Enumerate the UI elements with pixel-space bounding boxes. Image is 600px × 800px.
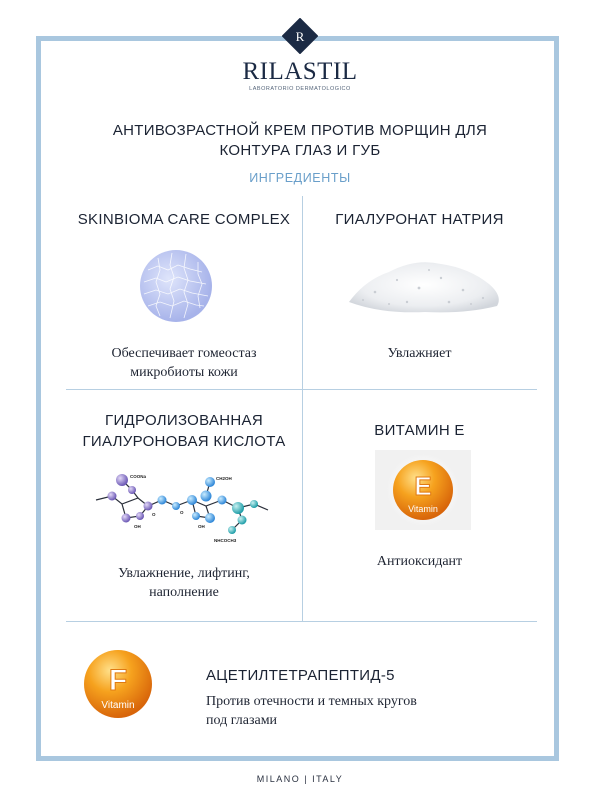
molecule-label-oh-1: OH xyxy=(134,524,141,529)
svg-text:R: R xyxy=(295,29,305,44)
vitamin-f-icon xyxy=(82,648,154,720)
ingredient-desc-acetyl-tetrapeptide xyxy=(206,692,526,730)
ingredients-label: ИНГРЕДИЕНТЫ xyxy=(249,171,351,185)
vitamin-e-icon xyxy=(375,450,471,530)
ingredient-title-vitamin-e: ВИТАМИН E xyxy=(374,422,465,439)
vitamin-f-word: Vitamin xyxy=(101,700,135,711)
brand-tagline: LABORATORIO DERMATOLOGICO xyxy=(249,86,351,92)
ingredient-desc-hydrolyzed-ha xyxy=(66,564,302,602)
brand-logo: RILASTIL xyxy=(242,58,358,85)
molecule-label-nhcoch3: NHCOCH3 xyxy=(214,538,237,543)
ingredient-title-acetyl-tetrapeptide: АЦЕТИЛТЕТРАПЕПТИД-5 xyxy=(206,667,395,684)
ingredient-desc-line1: Против отечности и темных кругов xyxy=(206,694,417,709)
grid-divider-bottom xyxy=(66,621,537,622)
molecule-label-o-2: O xyxy=(180,510,184,515)
product-title xyxy=(80,121,520,161)
product-title-line1: АНТИВОЗРАСТНОЙ КРЕМ ПРОТИВ МОРЩИН ДЛЯ xyxy=(112,122,488,139)
ingredient-desc-line1: Увлажнение, лифтинг, xyxy=(118,566,250,581)
molecule-label-coona: COONa xyxy=(130,474,147,479)
powder-crystals-icon xyxy=(345,252,505,318)
grid-divider-middle xyxy=(66,389,537,390)
footer-location: MILANO | ITALY xyxy=(256,774,344,784)
logo-badge-icon xyxy=(282,18,318,54)
vitamin-e-letter: E xyxy=(414,471,432,501)
ingredient-title-line2: ГИАЛУРОНОВАЯ КИСЛОТА xyxy=(82,433,286,450)
vitamin-e-word: Vitamin xyxy=(408,504,438,514)
microbiome-cell-icon xyxy=(138,248,214,324)
molecule-label-oh-2: OH xyxy=(198,524,205,529)
ingredient-desc-skinbioma xyxy=(66,344,302,382)
ingredient-title-line1: ГИДРОЛИЗОВАННАЯ xyxy=(105,412,263,429)
ingredient-desc-vitamin-e: Антиоксидант xyxy=(376,554,463,569)
ingredient-desc-line2: наполнение xyxy=(149,585,219,600)
ingredient-title-skinbioma: SKINBIOMA CARE COMPLEX xyxy=(77,211,291,228)
molecule-structure-icon xyxy=(92,470,272,550)
molecule-label-o-1: O xyxy=(152,512,156,517)
ingredient-desc-sodium-hyaluronate: Увлажняет xyxy=(387,346,452,361)
ingredient-desc-line2: микробиоты кожи xyxy=(130,365,238,380)
ingredient-desc-line1: Обеспечивает гомеостаз xyxy=(111,346,257,361)
ingredient-title-sodium-hyaluronate: ГИАЛУРОНАТ НАТРИЯ xyxy=(335,211,504,228)
vitamin-f-letter: F xyxy=(108,664,128,697)
ingredient-desc-line2: под глазами xyxy=(206,713,278,728)
ingredient-title-hydrolyzed-ha xyxy=(66,410,302,452)
molecule-label-ch2oh: CH2OH xyxy=(216,476,232,481)
product-title-line2: КОНТУРА ГЛАЗ И ГУБ xyxy=(219,142,381,159)
